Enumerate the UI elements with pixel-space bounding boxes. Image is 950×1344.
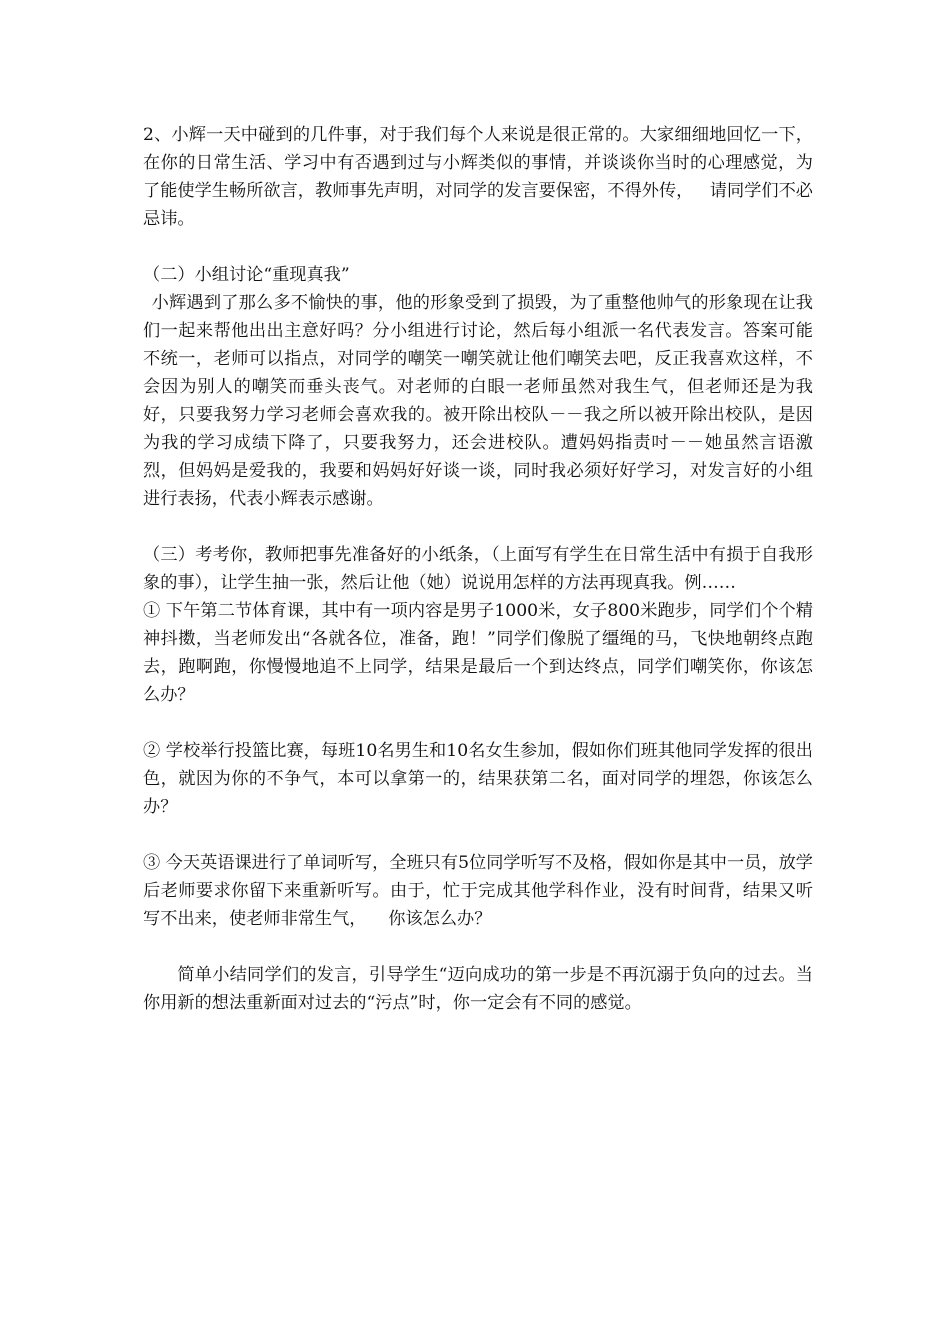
document-page [143, 121, 813, 1017]
case-item-3: ③ 今天英语课进行了单词听写，全班只有5位同学听写不及格，假如你是其中一员，放学后老师要求你留下来重新听写。由于，忙于完成其他学科作业，没有时间背，结果又听写不出来，使老师非常生气， 你该怎么办？ [143, 853, 813, 929]
summary-paragraph: 简单小结同学们的发言，引导学生“迈向成功的第一步是不再沉溺于负向的过去。当你用新的想法重新面对过去的“污点”时，你一定会有不同的感觉。 [143, 965, 813, 1013]
case-item-2: ② 学校举行投篮比赛，每班10名男生和10名女生参加，假如你们班其他同学发挥的很出色，就因为你的不争气，本可以拿第一的，结果获第二名，面对同学的埋怨，你该怎么办？ [143, 741, 813, 817]
paragraph-item-2: 2、小辉一天中碰到的几件事，对于我们每个人来说是很正常的。大家细细地回忆一下，在你的日常生活、学习中有否遇到过与小辉类似的事情，并谈谈你当时的心理感觉，为了能使学生畅所欲言，教师事先声明，对同学的发言要保密，不得外传， 请同学们不必忌讳。 [143, 125, 813, 229]
section-heading-group-discussion: （二）小组讨论“重现真我” [143, 265, 350, 285]
case-item-1: ① 下午第二节体育课，其中有一项内容是男子1000米，女子800米跑步，同学们个个精神抖擞，当老师发出“各就各位，准备，跑！”同学们像脱了缰绳的马，飞快地朝终点跑去，跑啊跑，你慢慢地追不上同学，结果是最后一个到达终点，同学们嘲笑你，你该怎么办？ [143, 601, 813, 705]
spacer [143, 513, 813, 541]
paragraph-group-discussion: 小辉遇到了那么多不愉快的事，他的形象受到了损毁，为了重整他帅气的形象现在让我们一起来帮他出出主意好吗？分小组进行讨论，然后每小组派一名代表发言。答案可能不统一，老师可以指点，对同学的嘲笑一嘲笑就让他们嘲笑去吧，反正我喜欢这样，不会因为别人的嘲笑而垂头丧气。对老师的白眼一老师虽然对我生气，但老师还是为我好，只要我努力学习老师会喜欢我的。被开除出校队－－我之所以被开除出校队，是因为我的学习成绩下降了，只要我努力，还会进校队。遭妈妈指责吋－－她虽然言语激烈，但妈妈是爱我的，我要和妈妈好好谈一谈，同时我必须好好学习，对发言好的小组进行表扬，代表小辉表示感谢。 [143, 293, 813, 509]
spacer [143, 821, 813, 849]
spacer [143, 933, 813, 961]
section-heading-quiz: （三）考考你，教师把事先准备好的小纸条，（上面写有学生在日常生活中有损于自我形象的事），让学生抽一张，然后让他（她）说说用怎样的方法再现真我。例…… [143, 545, 813, 593]
spacer [143, 233, 813, 261]
spacer [143, 709, 813, 737]
